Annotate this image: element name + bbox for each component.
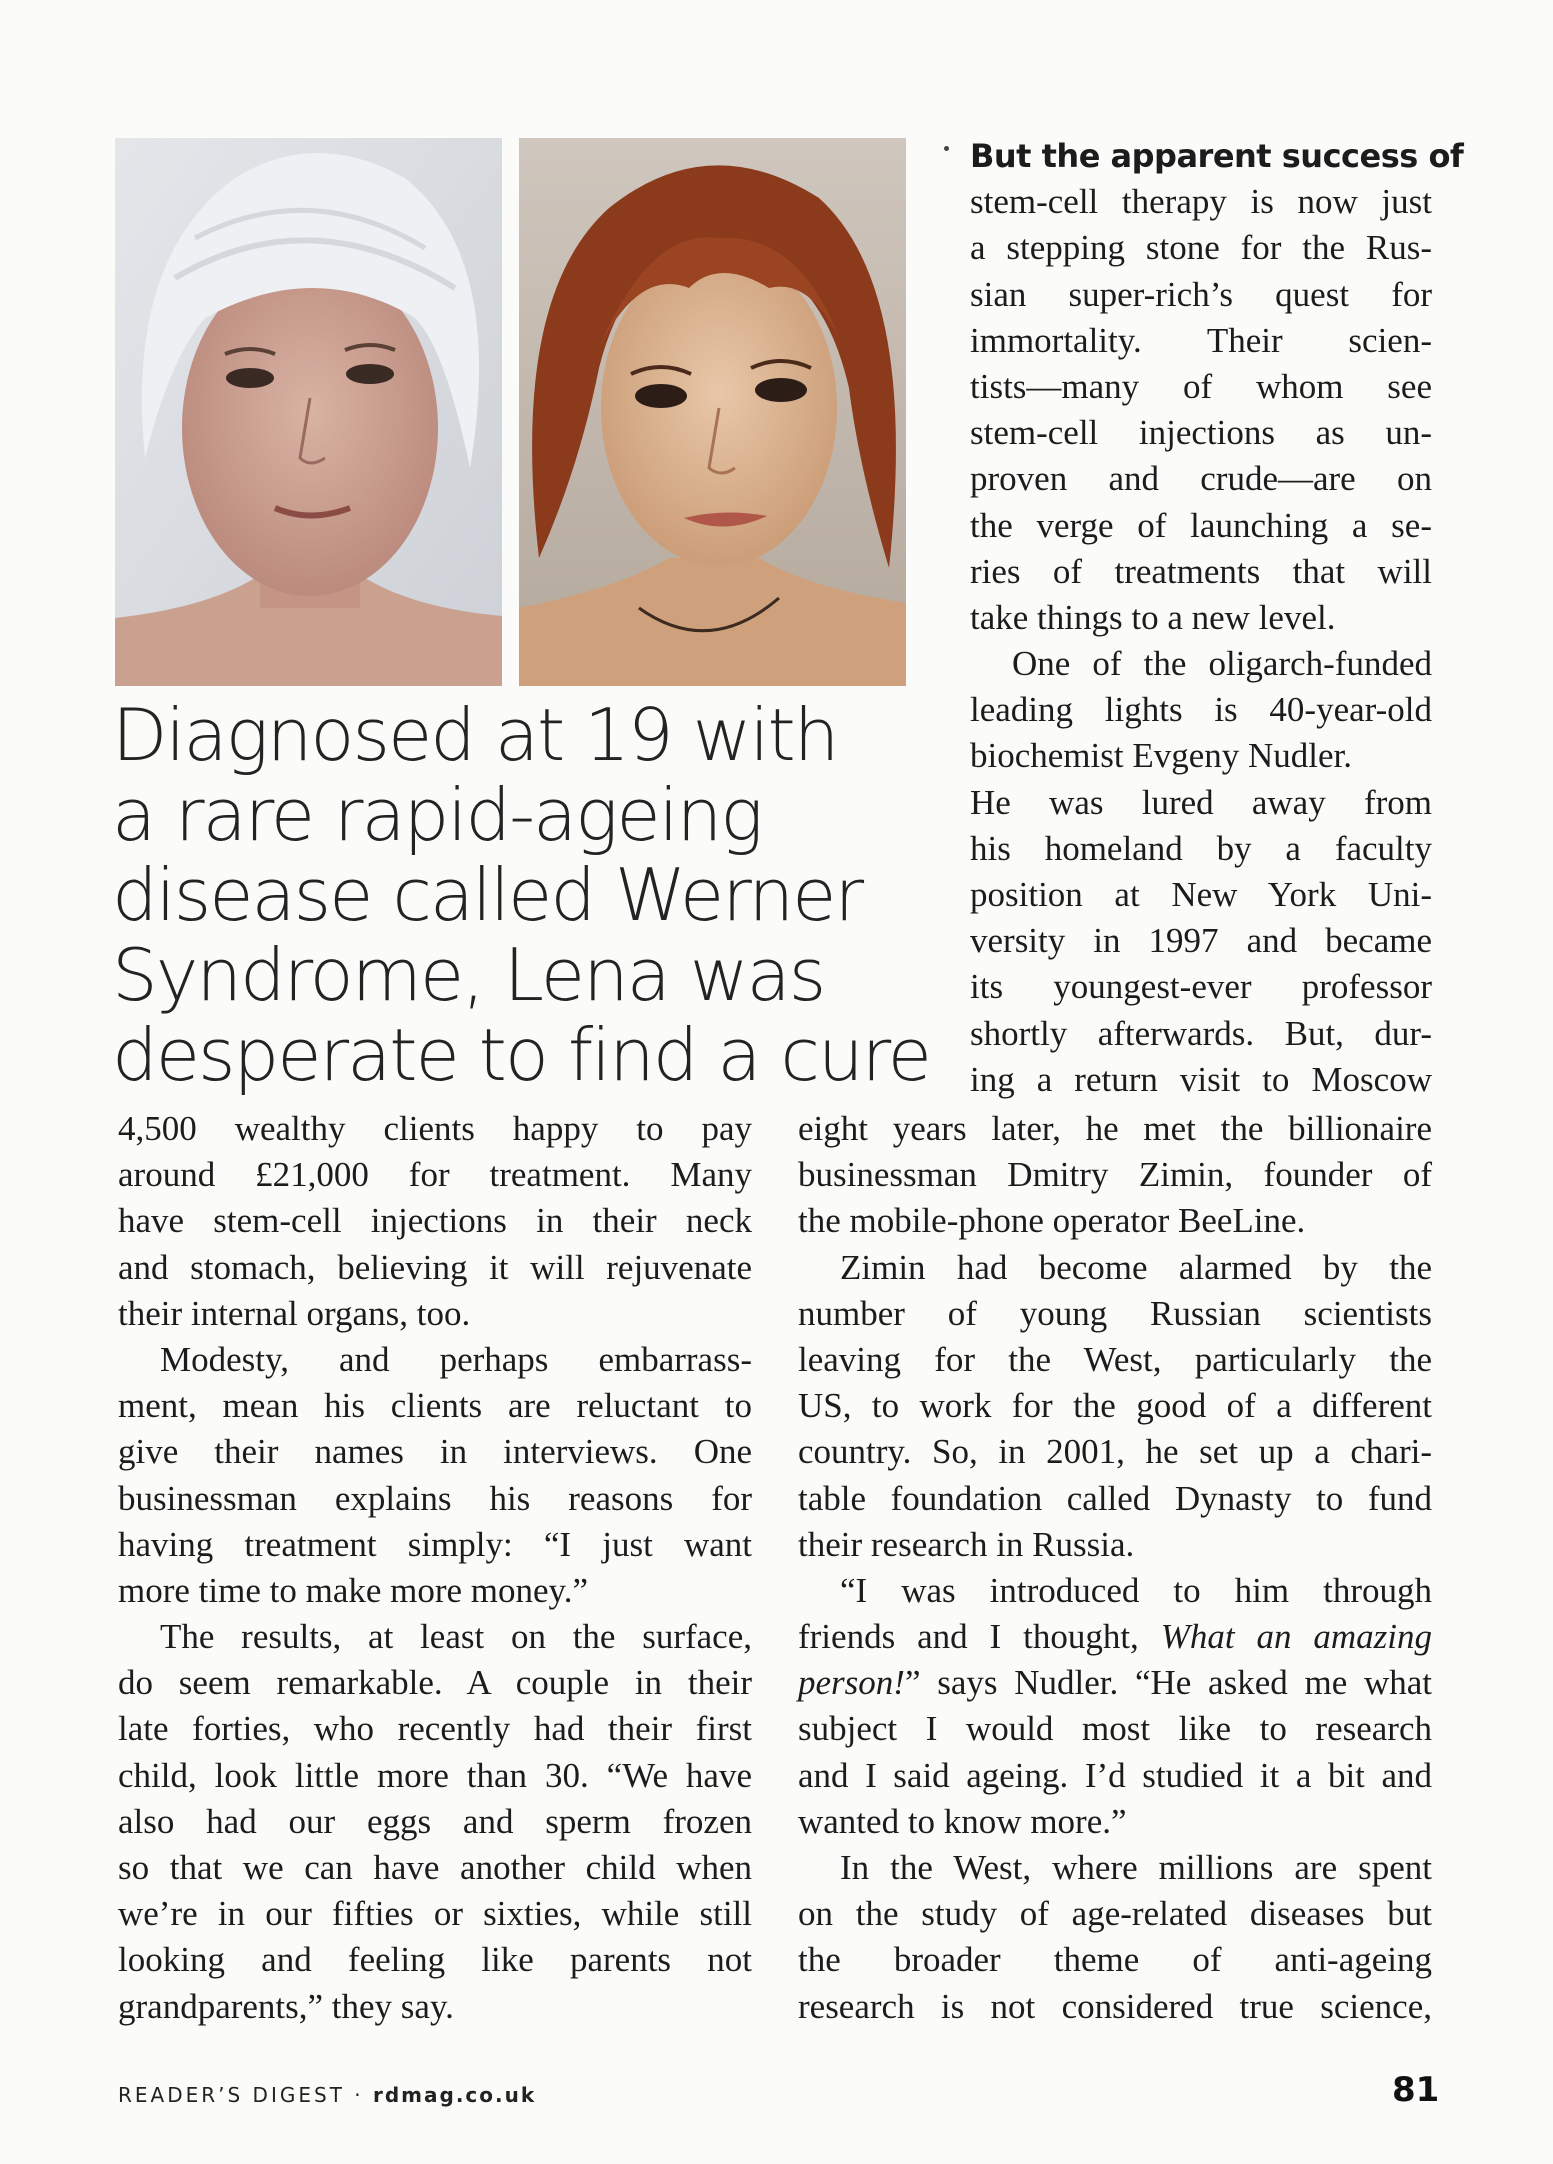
text-line: subject I would most like to research — [798, 1709, 1432, 1749]
right-column-bottom — [798, 1106, 1432, 2030]
text-run: ” says Nudler. “He asked me what — [904, 1663, 1432, 1703]
text-line: the broader theme of anti-ageing — [798, 1940, 1432, 1980]
text-line: versity in 1997 and became — [970, 921, 1432, 961]
headline-line: Diagnosed at 19 with — [112, 693, 838, 777]
text-line: Zimin had become alarmed by the — [840, 1247, 1432, 1287]
text-line: its youngest-ever professor — [970, 967, 1432, 1007]
text-line: eight years later, he met the billionaire — [798, 1109, 1432, 1148]
text-line: do seem remarkable. A couple in their — [118, 1663, 752, 1703]
text-line: his homeland by a faculty — [970, 828, 1432, 868]
text-line: having treatment simply: “I just want — [118, 1524, 752, 1564]
text-line: so that we can have another child when — [118, 1848, 752, 1887]
text-line: In the West, where millions are spent — [840, 1848, 1432, 1887]
text-line: more time to make more money.” — [118, 1570, 589, 1610]
headline-line: disease called Werner — [112, 853, 863, 937]
text-line: stem-cell injections as un- — [970, 413, 1432, 453]
text-line: position at New York Uni- — [970, 875, 1432, 914]
photo-after-treatment — [519, 138, 906, 686]
headline-line: Syndrome, Lena was — [112, 933, 825, 1017]
text-line: US, to work for the good of a different — [798, 1386, 1432, 1426]
italic-text-run: What an amazing — [1160, 1617, 1433, 1657]
text-line: biochemist Evgeny Nudler. — [970, 736, 1353, 776]
text-line: take things to a new level. — [970, 597, 1336, 637]
text-line: a stepping stone for the Rus- — [970, 228, 1432, 268]
text-line: number of young Russian scientists — [798, 1293, 1432, 1333]
footer-publication — [118, 2083, 536, 2107]
text-line: have stem-cell injections in their neck — [118, 1201, 752, 1241]
text-line: the verge of launching a se- — [970, 505, 1432, 545]
text-line: research is not considered true science, — [798, 1986, 1432, 2026]
text-line: grandparents,” they say. — [118, 1986, 454, 2026]
text-line — [798, 1660, 1432, 1706]
text-line: businessman Dmitry Zimin, founder of — [798, 1155, 1432, 1195]
text-line: table foundation called Dynasty to fund — [798, 1478, 1432, 1518]
text-line: late forties, who recently had their first — [118, 1709, 752, 1749]
website-link[interactable]: rdmag.co.uk — [372, 2083, 537, 2107]
pull-quote-headline — [112, 693, 930, 1097]
text-line: and stomach, believing it will rejuvenate — [118, 1247, 752, 1287]
text-line: 4,500 wealthy clients happy to pay — [118, 1109, 752, 1148]
text-line: wanted to know more.” — [798, 1801, 1127, 1841]
text-line: Modesty, and perhaps embarrass- — [160, 1339, 752, 1379]
text-line: proven and crude—are on — [970, 459, 1432, 499]
text-line: immortality. Their scien- — [970, 320, 1432, 360]
text-line: child, look little more than 30. “We have — [118, 1755, 752, 1795]
italic-text-run: person! — [798, 1663, 905, 1703]
text-run: friends and I thought, — [798, 1617, 1161, 1657]
text-line: and I said ageing. I’d studied it a bit and — [798, 1755, 1432, 1795]
text-line: the mobile-phone operator BeeLine. — [798, 1201, 1306, 1241]
text-line: we’re in our fifties or sixties, while still — [118, 1894, 752, 1934]
footer-separator: · — [354, 2083, 364, 2107]
photo-before-treatment — [115, 138, 502, 686]
text-line: leading lights is 40-year-old — [970, 690, 1432, 730]
text-line: give their names in interviews. One — [118, 1432, 752, 1472]
text-line: tists—many of whom see — [970, 366, 1432, 406]
text-line: He was lured away from — [970, 782, 1432, 822]
text-line: ing a return visit to Moscow — [970, 1059, 1432, 1099]
text-line: ries of treatments that will — [970, 551, 1432, 591]
headline-line: desperate to find a cure — [112, 1013, 930, 1097]
text-line: ment, mean his clients are reluctant to — [118, 1386, 752, 1426]
right-column-top — [970, 133, 1464, 1103]
text-line: shortly afterwards. But, dur- — [970, 1013, 1432, 1053]
text-line: also had our eggs and sperm frozen — [118, 1801, 752, 1841]
text-line: But the apparent success of — [970, 137, 1464, 175]
text-line: “I was introduced to him through — [840, 1570, 1432, 1610]
text-line: The results, at least on the surface, — [160, 1617, 752, 1657]
print-speck — [944, 146, 949, 151]
text-line: One of the oligarch-funded — [1012, 644, 1432, 684]
text-line: businessman explains his reasons for — [118, 1478, 752, 1518]
text-line: leaving for the West, particularly the — [798, 1339, 1432, 1379]
headline-line: a rare rapid-ageing — [112, 773, 762, 857]
text-line: country. So, in 2001, he set up a chari- — [798, 1432, 1432, 1472]
page-number: 81 — [1392, 2070, 1440, 2110]
left-column — [118, 1106, 752, 2030]
text-line: looking and feeling like parents not — [118, 1940, 752, 1980]
text-line — [798, 1614, 1432, 1660]
text-line: on the study of age-related diseases but — [798, 1894, 1432, 1934]
text-line: sian super-rich’s quest for — [970, 274, 1432, 314]
publication-name: READER’S DIGEST — [118, 2083, 345, 2107]
text-line: their research in Russia. — [798, 1524, 1135, 1564]
text-line: stem-cell therapy is now just — [970, 182, 1432, 222]
text-line: around £21,000 for treatment. Many — [118, 1155, 752, 1195]
text-line: their internal organs, too. — [118, 1293, 471, 1333]
